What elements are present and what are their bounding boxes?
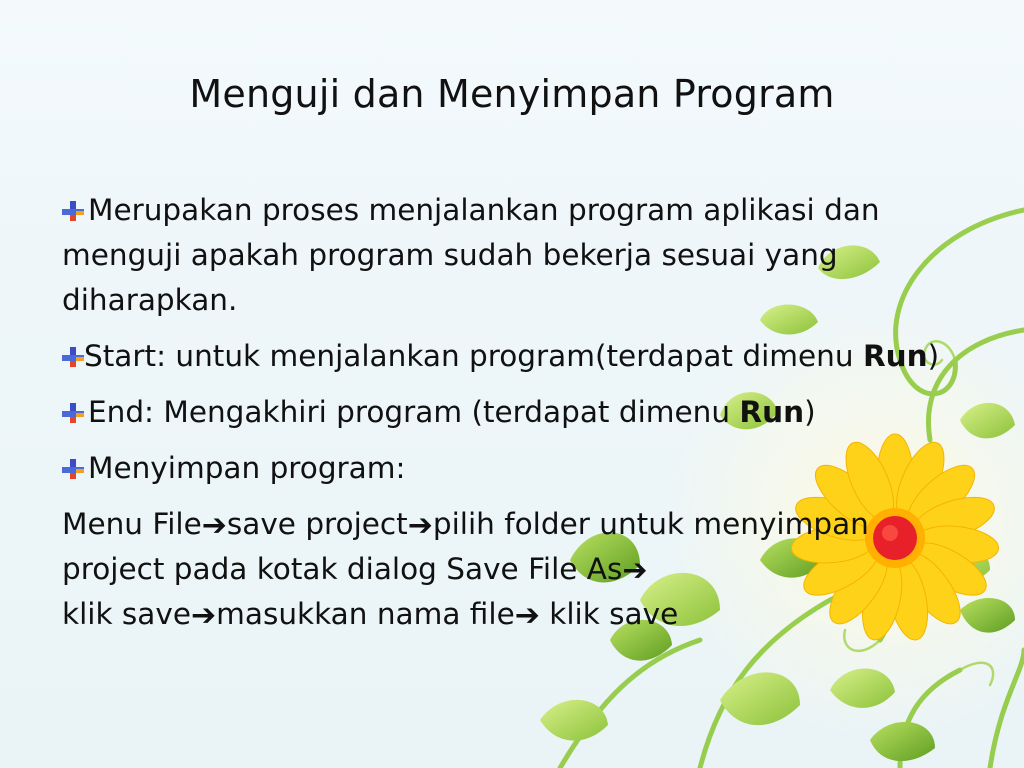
arrow-right-icon: ➔ [407, 508, 433, 543]
menu-name-run: Run [862, 339, 928, 373]
bullet-icon [62, 201, 84, 221]
bullet-text-suffix: ) [804, 395, 816, 429]
bullet-text-suffix: ) [927, 339, 940, 373]
menu-path-step: klik save [539, 597, 679, 631]
menu-path [62, 502, 912, 637]
arrow-right-icon: ➔ [191, 598, 217, 633]
bullet-icon [62, 347, 84, 367]
menu-path-step: pilih folder untuk menyimpan project pada kotak dialog Save File As [62, 507, 869, 586]
bullet-text: End: Mengakhiri program (terdapat dimenu [88, 395, 740, 429]
bullet-item [62, 390, 982, 435]
bullet-icon [62, 459, 84, 479]
slide-title: Menguji dan Menyimpan Program [189, 72, 835, 116]
bullet-item [62, 446, 982, 491]
arrow-right-icon: ➔ [514, 598, 540, 633]
slide-body [62, 188, 982, 648]
bullet-text: Menyimpan program: [88, 451, 406, 485]
menu-path-step: Menu File [62, 507, 202, 541]
bullet-text: Merupakan proses menjalankan program aplikasi dan menguji apakah program sudah bekerja sesuai yang diharapkan. [62, 193, 880, 317]
bullet-text: Start: untuk menjalankan program(terdapat dimenu [84, 339, 863, 373]
arrow-right-icon: ➔ [201, 508, 227, 543]
menu-path-step: klik save [62, 597, 191, 631]
menu-path-step: masukkan nama file [216, 597, 515, 631]
bullet-icon [62, 403, 84, 423]
menu-name-run: Run [739, 395, 805, 429]
arrow-right-icon: ➔ [622, 553, 648, 588]
menu-path-step: save project [226, 507, 408, 541]
bullet-item [62, 188, 982, 323]
bullet-item [62, 334, 982, 379]
